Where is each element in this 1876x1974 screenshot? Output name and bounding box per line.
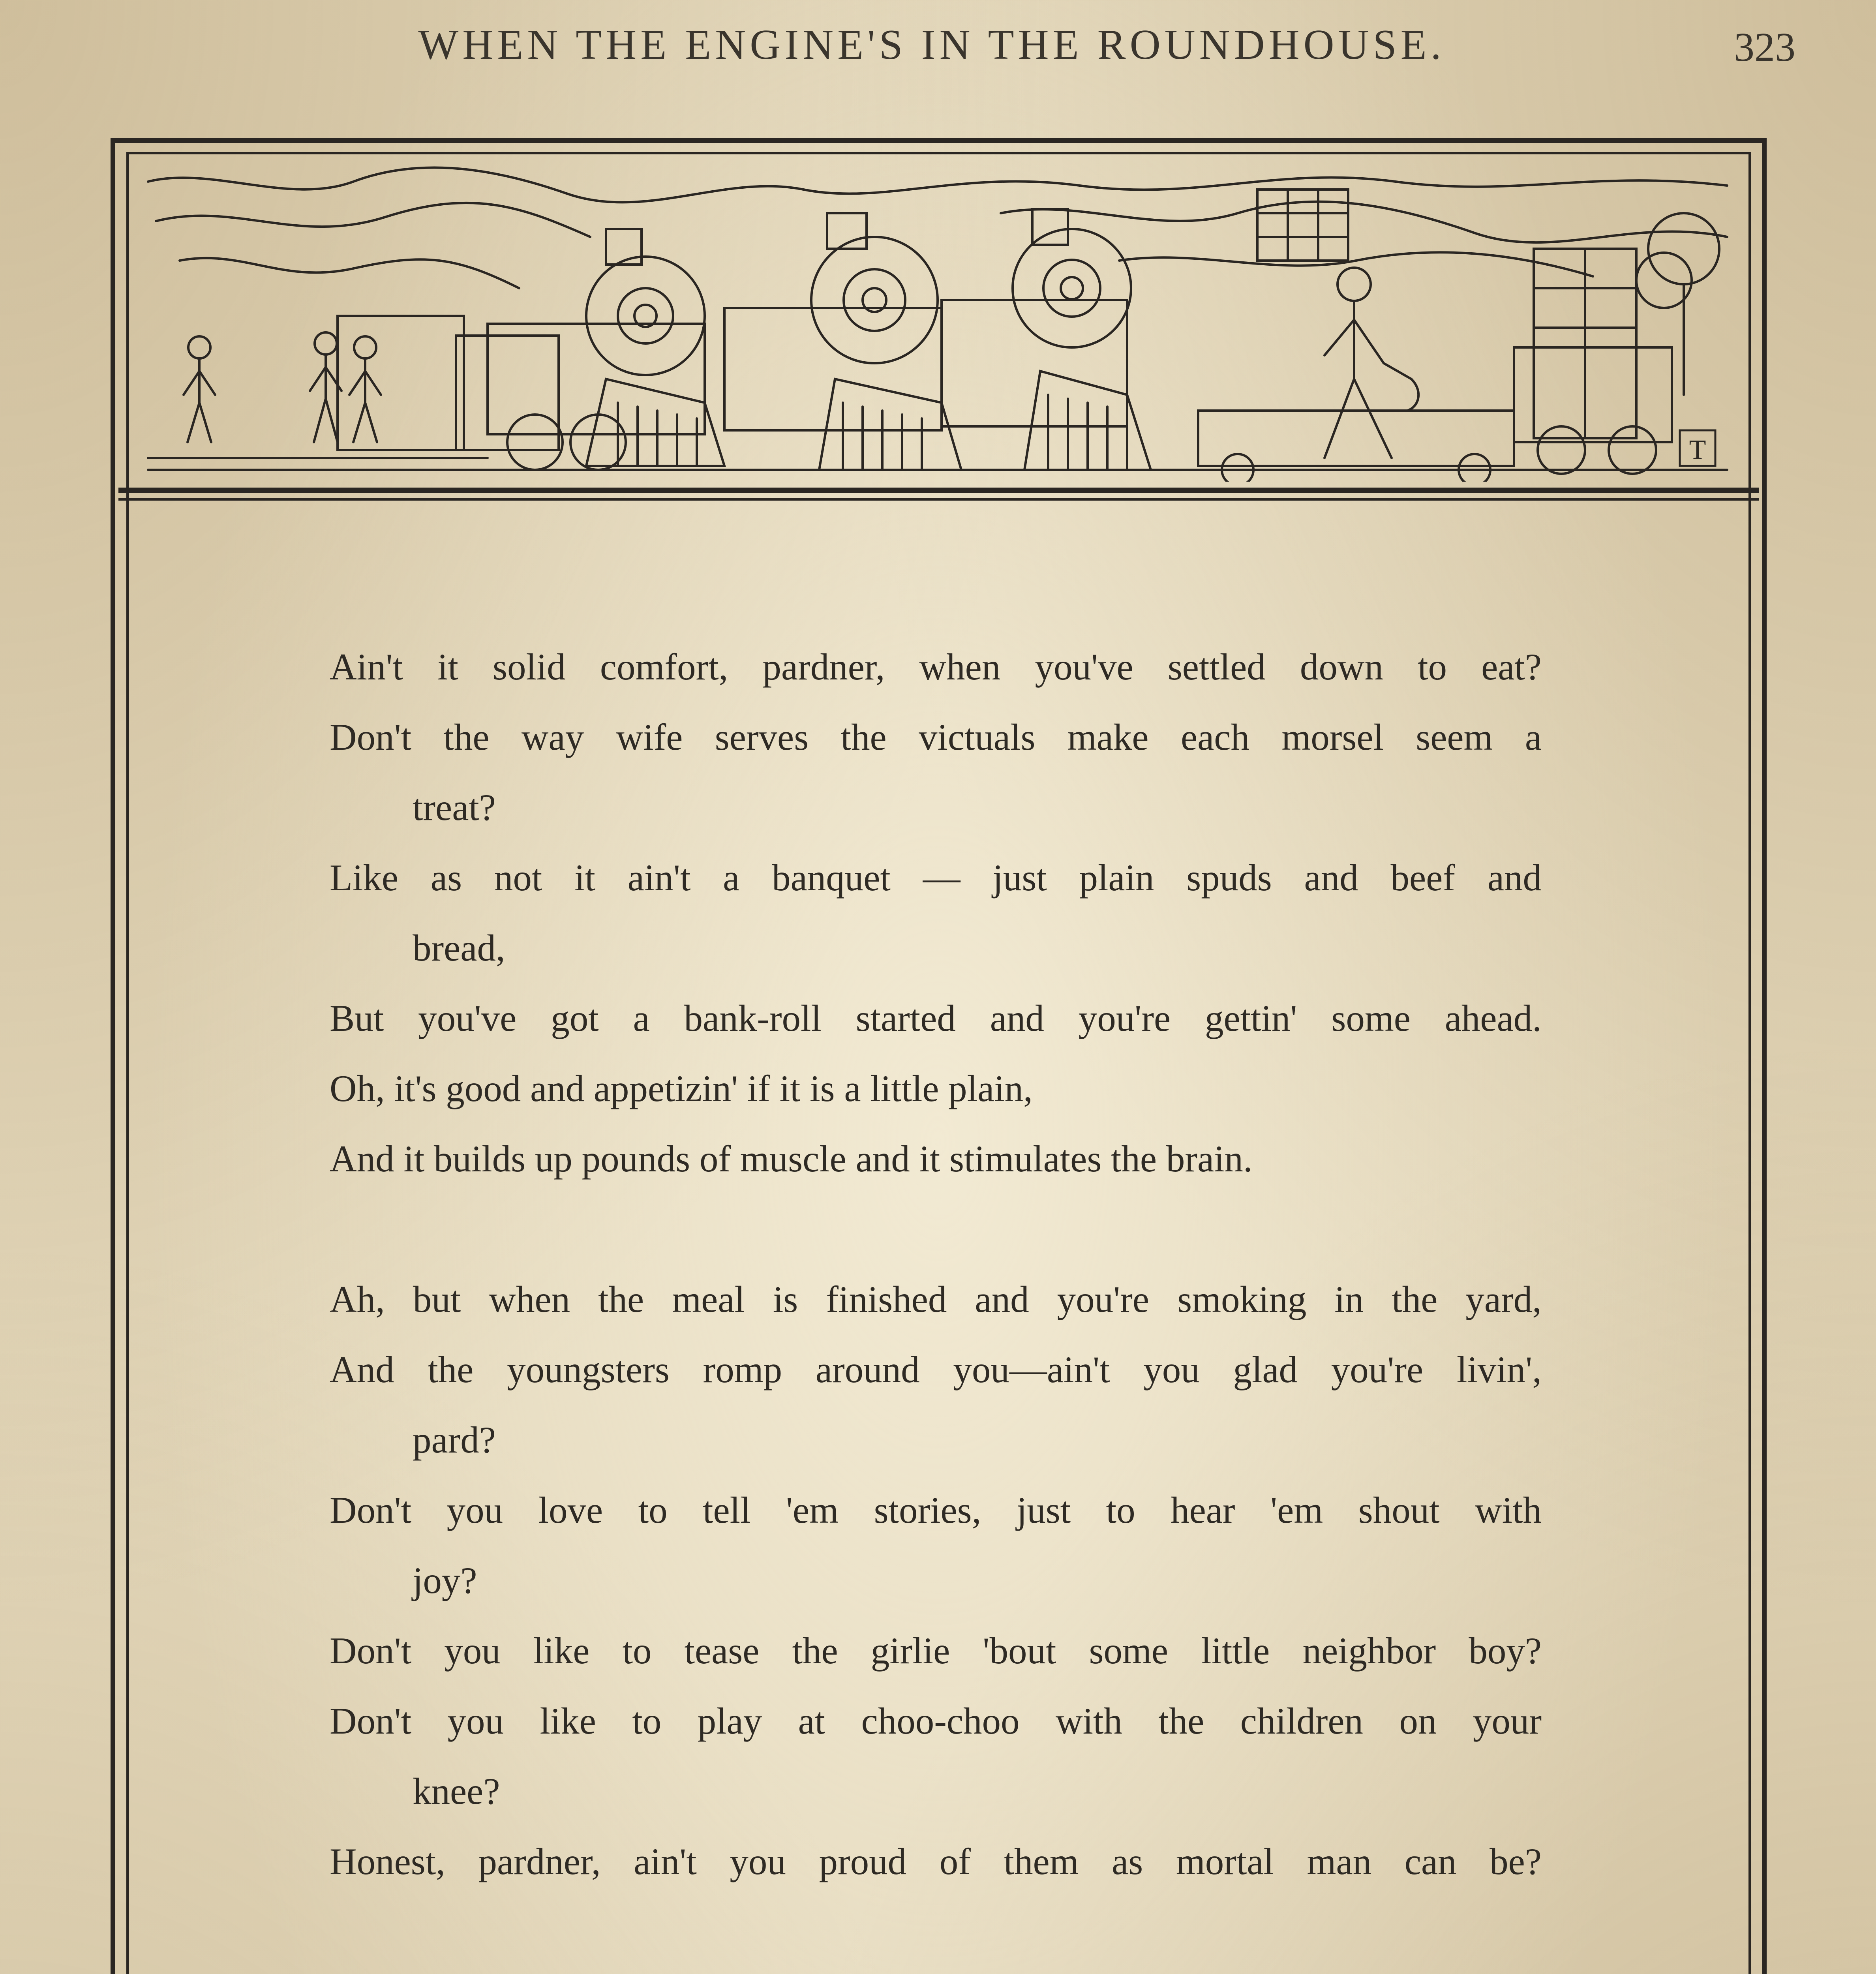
poem-line: And the youngsters romp around you—ain't you glad you're livin', [330, 1349, 1542, 1390]
poem-line-continuation: bread, [413, 927, 505, 969]
poem [330, 632, 1542, 1974]
poem-line: Don't you like to play at choo-choo with the children on your [330, 1700, 1542, 1742]
poem-line-continuation: knee? [413, 1770, 500, 1812]
roundhouse-illustration [132, 158, 1745, 482]
page-number: 323 [1734, 24, 1795, 70]
poem-line: Ain't it solid comfort, pardner, when you've settled down to eat? [330, 646, 1542, 688]
poem-line: And it builds up pounds of muscle and it stimulates the brain. [330, 1138, 1253, 1180]
stanza-3 [330, 1967, 1542, 1974]
poem-line: Ah, but when the meal is finished and you're smoking in the yard, [330, 1278, 1542, 1320]
stanza-2 [330, 1264, 1542, 1897]
poem-line-continuation: treat? [413, 786, 496, 828]
poem-line: Don't you like to tease the girlie 'bout some little neighbor boy? [330, 1630, 1542, 1672]
poem-line: Like as not it ain't a banquet — just plain spuds and beef and [330, 857, 1542, 899]
poem-line: Don't you love to tell 'em stories, just to hear 'em shout with [330, 1489, 1542, 1531]
poem-line: Don't the way wife serves the victuals make each morsel seem a [330, 716, 1542, 758]
poem-line-continuation: pard? [413, 1419, 496, 1461]
poem-line: But you've got a bank-roll started and you're gettin' some ahead. [330, 997, 1542, 1039]
frame-divider [118, 488, 1759, 493]
frame-divider-thin [118, 498, 1759, 501]
poem-line: Oh, it's good and appetizin' if it is a little plain, [330, 1068, 1033, 1109]
poem-line-continuation: joy? [413, 1559, 477, 1601]
stanza-1 [330, 632, 1542, 1194]
poem-line: Honest, pardner, ain't you proud of them as mortal man can be? [330, 1841, 1542, 1882]
running-head-title: WHEN THE ENGINE'S IN THE ROUNDHOUSE. [418, 21, 1445, 68]
illustration-monogram: T [1689, 435, 1706, 465]
poem-line [330, 1967, 1542, 1974]
